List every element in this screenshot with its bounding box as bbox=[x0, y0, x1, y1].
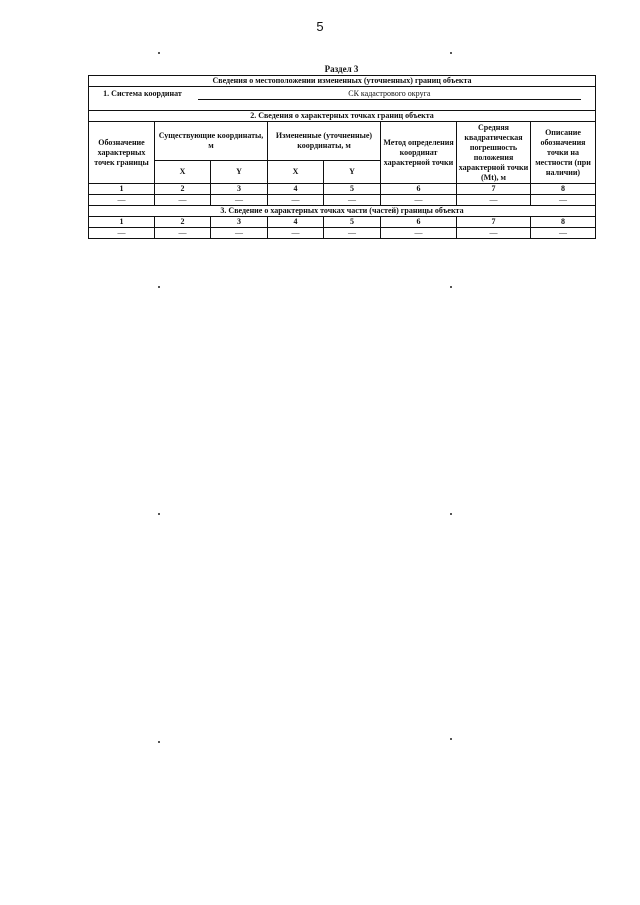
table-cell: — bbox=[531, 195, 596, 206]
header-method: Метод определения координат характерной точки bbox=[381, 122, 457, 184]
column-number: 1 bbox=[89, 184, 155, 195]
parts-column-numbers-row bbox=[89, 217, 596, 228]
header-changed-x: X bbox=[268, 161, 324, 184]
column-number: 8 bbox=[531, 217, 596, 228]
column-number: 4 bbox=[268, 184, 324, 195]
column-number: 6 bbox=[381, 184, 457, 195]
scan-mark bbox=[158, 286, 160, 288]
column-number: 1 bbox=[89, 217, 155, 228]
column-number: 5 bbox=[324, 184, 381, 195]
column-number: 6 bbox=[381, 217, 457, 228]
table-cell: — bbox=[531, 228, 596, 239]
scan-mark bbox=[450, 738, 452, 740]
column-number: 2 bbox=[155, 217, 211, 228]
table-row bbox=[89, 228, 596, 239]
table-cell: — bbox=[155, 228, 211, 239]
column-number: 3 bbox=[211, 217, 268, 228]
table-cell: — bbox=[155, 195, 211, 206]
table-cell: — bbox=[457, 195, 531, 206]
table-title: Сведения о местоположении измененных (уточненных) границ объекта bbox=[89, 76, 596, 87]
points-header-row bbox=[89, 122, 596, 161]
table-cell: — bbox=[268, 195, 324, 206]
header-existing: Существующие координаты, м bbox=[155, 122, 268, 161]
table-cell: — bbox=[211, 228, 268, 239]
header-accuracy: Средняя квадратическая погрешность положения характерной точки (Mt), м bbox=[457, 122, 531, 184]
table-cell: — bbox=[457, 228, 531, 239]
table-cell: — bbox=[89, 228, 155, 239]
table-cell: — bbox=[268, 228, 324, 239]
header-designation: Обозначение характерных точек границы bbox=[89, 122, 155, 184]
scan-mark bbox=[450, 52, 452, 54]
parts-section-title: 3. Сведение о характерных точках части (частей) границы объекта bbox=[89, 206, 596, 217]
section-title: Раздел 3 bbox=[324, 64, 359, 74]
column-number: 2 bbox=[155, 184, 211, 195]
table-cell: — bbox=[324, 228, 381, 239]
header-changed-y: Y bbox=[324, 161, 381, 184]
table-row bbox=[89, 195, 596, 206]
table-cell: — bbox=[324, 195, 381, 206]
column-number: 5 bbox=[324, 217, 381, 228]
column-number: 8 bbox=[531, 184, 596, 195]
points-column-numbers-row bbox=[89, 184, 596, 195]
table-cell: — bbox=[381, 228, 457, 239]
table-cell: — bbox=[381, 195, 457, 206]
scan-mark bbox=[158, 52, 160, 54]
header-description: Описание обозначения точки на местности (при наличии) bbox=[531, 122, 596, 184]
parts-section-title-row bbox=[89, 206, 596, 217]
column-number: 3 bbox=[211, 184, 268, 195]
points-section-title: 2. Сведения о характерных точках границ объекта bbox=[89, 111, 596, 122]
coord-system-label: 1. Система координат bbox=[103, 89, 182, 98]
points-section-title-row bbox=[89, 111, 596, 122]
table-cell: — bbox=[211, 195, 268, 206]
column-number: 4 bbox=[268, 217, 324, 228]
table-title-row bbox=[89, 76, 596, 87]
page-number: 5 bbox=[316, 19, 324, 34]
scan-mark bbox=[450, 286, 452, 288]
header-changed: Измененные (уточненные) координаты, м bbox=[268, 122, 381, 161]
coord-system-row bbox=[89, 87, 596, 111]
coord-system-cell bbox=[89, 87, 596, 111]
coord-system-value: СК кадастрового округа bbox=[198, 89, 581, 100]
table-cell: — bbox=[89, 195, 155, 206]
header-existing-y: Y bbox=[211, 161, 268, 184]
scan-mark bbox=[158, 513, 160, 515]
scan-mark bbox=[158, 741, 160, 743]
column-number: 7 bbox=[457, 217, 531, 228]
boundary-table bbox=[88, 75, 596, 239]
header-existing-x: X bbox=[155, 161, 211, 184]
scan-mark bbox=[450, 513, 452, 515]
column-number: 7 bbox=[457, 184, 531, 195]
